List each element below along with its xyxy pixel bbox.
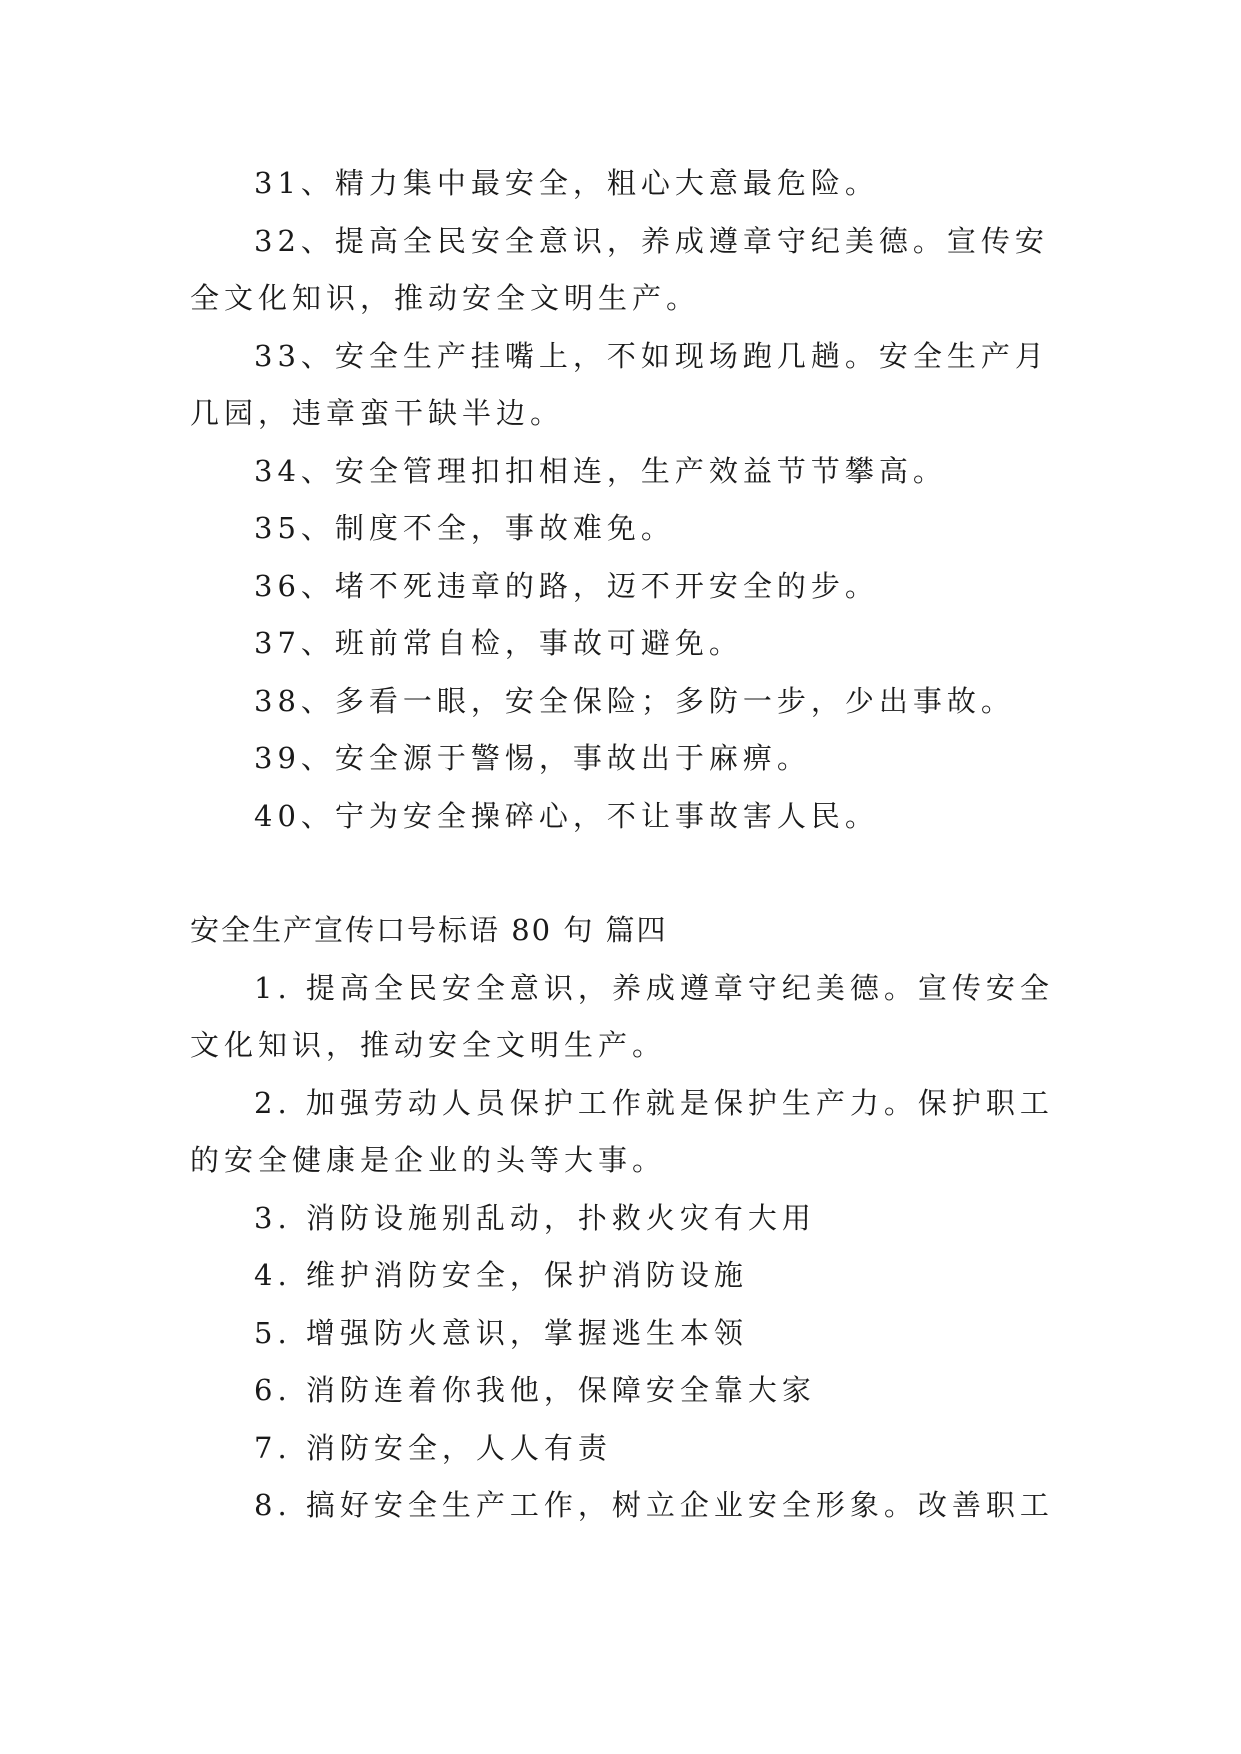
- list-item: 31、精力集中最安全，粗心大意最危险。: [254, 166, 879, 200]
- list-item: 8. 搞好安全生产工作，树立企业安全形象。改善职工: [254, 1488, 1054, 1522]
- list-item: 38、多看一眼，安全保险；多防一步，少出事故。: [254, 683, 1015, 718]
- list-item: 4. 维护消防安全，保护消防设施: [254, 1258, 748, 1292]
- list-item: 3. 消防设施别乱动，扑救火灾有大用: [254, 1200, 816, 1235]
- list-item: 35、制度不全，事故难免。: [254, 511, 675, 545]
- list-item: 2. 加强劳动人员保护工作就是保护生产力。保护职工的安全健康是企业的头等大事。: [190, 1085, 1054, 1177]
- list-item: 7. 消防安全，人人有责: [254, 1430, 612, 1465]
- list-item: 33、安全生产挂嘴上，不如现场跑几趟。安全生产月几园，违章蛮干缺半边。: [190, 338, 1049, 430]
- list-item: 36、堵不死违章的路，迈不开安全的步。: [254, 568, 879, 603]
- list-item: 34、安全管理扣扣相连，生产效益节节攀高。: [254, 453, 947, 488]
- list-item: 39、安全源于警惕，事故出于麻痹。: [254, 741, 811, 775]
- list-item: 32、提高全民安全意识，养成遵章守纪美德。宣传安全文化知识，推动安全文明生产。: [190, 223, 1049, 315]
- document-page: [190, 155, 1060, 1535]
- section-heading: 安全生产宣传口号标语 80 句 篇四: [190, 913, 668, 947]
- list-item: 37、班前常自检，事故可避免。: [254, 626, 743, 660]
- section-spacer: [190, 845, 1060, 902]
- list-item: 40、宁为安全操碎心，不让事故害人民。: [254, 798, 879, 833]
- list-item: 1. 提高全民安全意识，养成遵章守纪美德。宣传安全文化知识，推动安全文明生产。: [190, 970, 1054, 1062]
- list-item: 5. 增强防火意识，掌握逃生本领: [254, 1315, 748, 1350]
- list-item: 6. 消防连着你我他，保障安全靠大家: [254, 1373, 816, 1407]
